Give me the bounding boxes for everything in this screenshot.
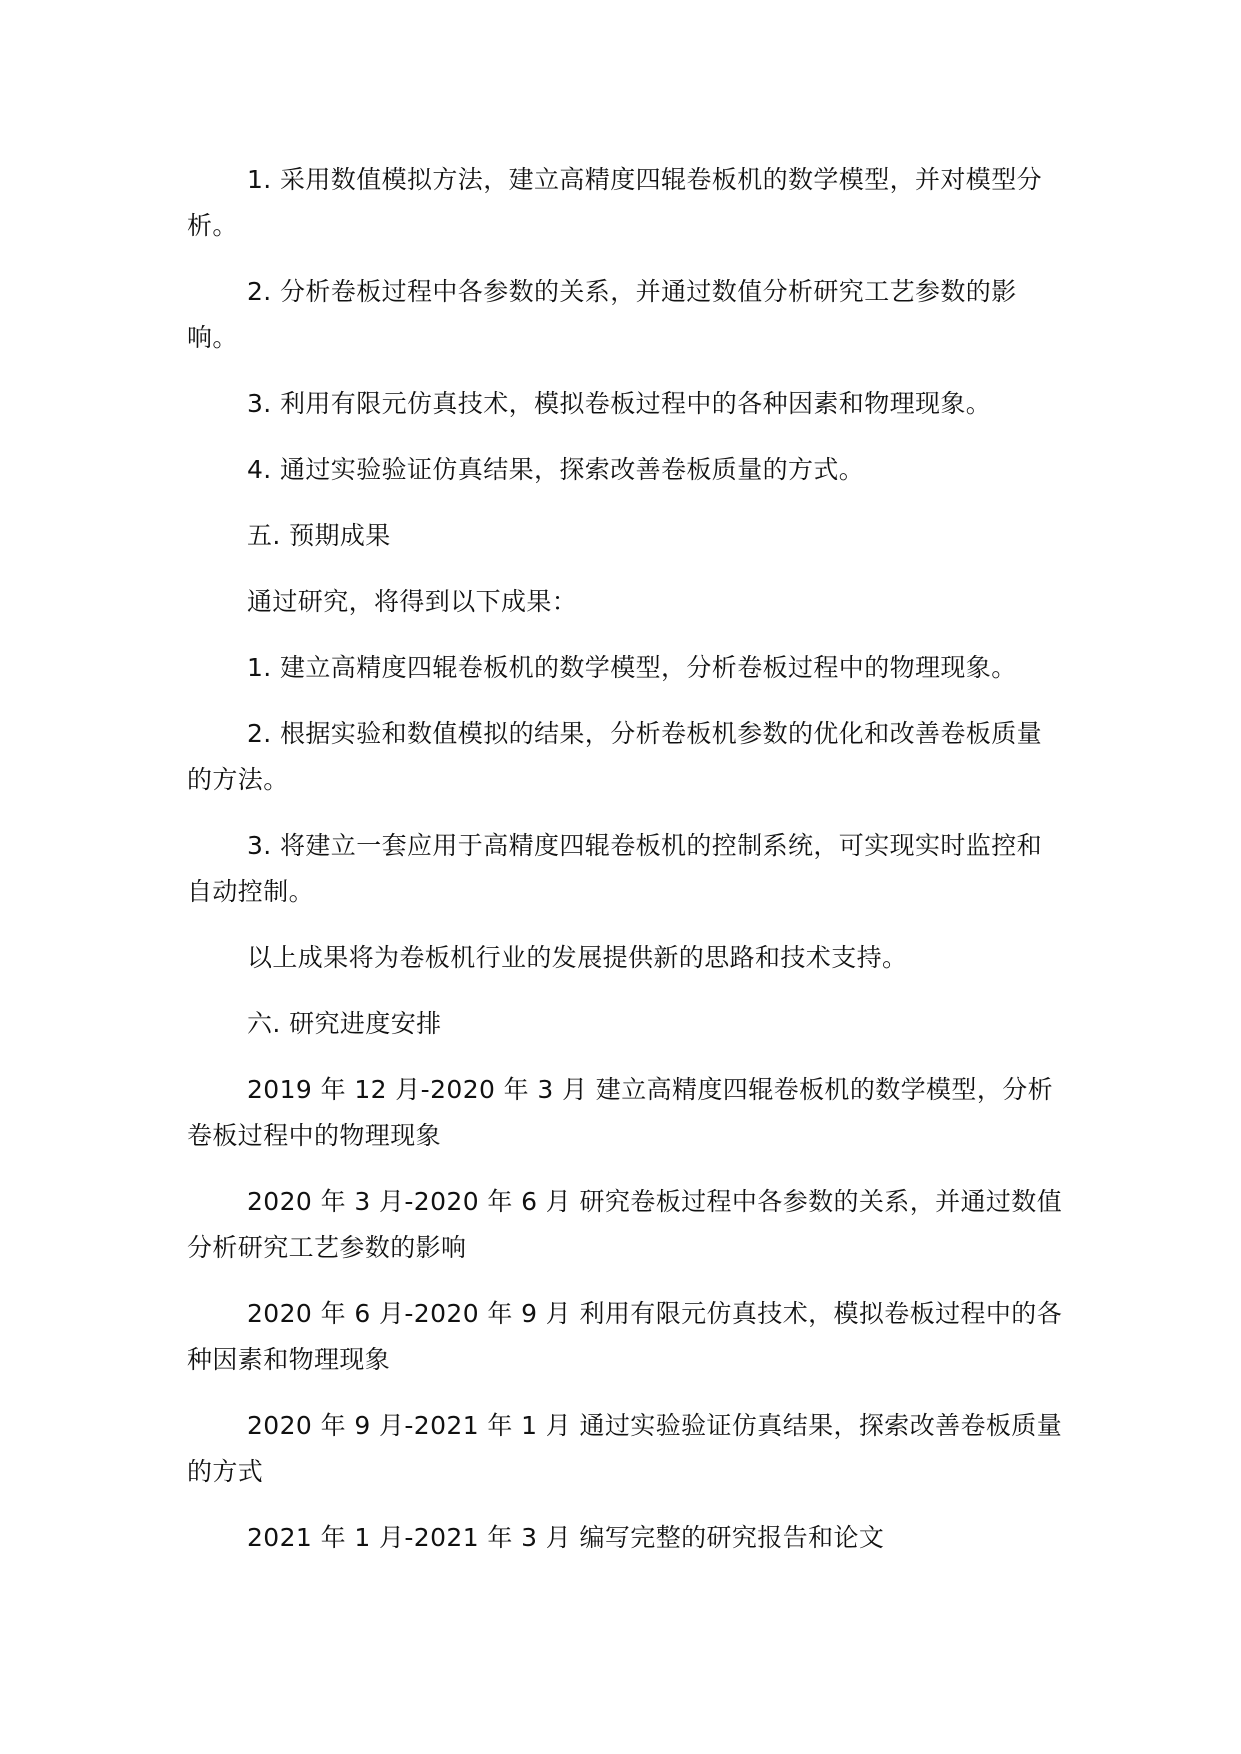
method-item-3: 3. 利用有限元仿真技术，模拟卷板过程中的各种因素和物理现象。 — [247, 389, 992, 418]
schedule-item-4: 2020 年 9 月-2021 年 1 月 通过实验验证仿真结果，探索改善卷板质量的方式 — [187, 1411, 1063, 1486]
results-summary: 以上成果将为卷板机行业的发展提供新的思路和技术支持。 — [247, 943, 908, 972]
schedule-item-1: 2019 年 12 月-2020 年 3 月 建立高精度四辊卷板机的数学模型，分析卷板过程中的物理现象 — [187, 1075, 1054, 1150]
section-heading-schedule: 六. 研究进度安排 — [247, 1009, 442, 1038]
method-item-4: 4. 通过实验验证仿真结果，探索改善卷板质量的方式。 — [247, 455, 865, 484]
results-intro: 通过研究，将得到以下成果： — [247, 587, 578, 616]
section-heading-expected-results: 五. 预期成果 — [247, 521, 391, 550]
result-item-2: 2. 根据实验和数值模拟的结果，分析卷板机参数的优化和改善卷板质量的方法。 — [187, 719, 1043, 794]
schedule-item-2: 2020 年 3 月-2020 年 6 月 研究卷板过程中各参数的关系，并通过数值分析研究工艺参数的影响 — [187, 1187, 1063, 1262]
method-item-1: 1. 采用数值模拟方法，建立高精度四辊卷板机的数学模型，并对模型分析。 — [187, 165, 1043, 240]
result-item-1: 1. 建立高精度四辊卷板机的数学模型，分析卷板过程中的物理现象。 — [247, 653, 1017, 682]
method-item-2: 2. 分析卷板过程中各参数的关系，并通过数值分析研究工艺参数的影响。 — [187, 277, 1017, 352]
schedule-item-5: 2021 年 1 月-2021 年 3 月 编写完整的研究报告和论文 — [247, 1523, 885, 1552]
schedule-item-3: 2020 年 6 月-2020 年 9 月 利用有限元仿真技术，模拟卷板过程中的各种因素和物理现象 — [187, 1299, 1063, 1374]
result-item-3: 3. 将建立一套应用于高精度四辊卷板机的控制系统，可实现实时监控和自动控制。 — [187, 831, 1043, 906]
document-body — [187, 157, 1067, 1561]
